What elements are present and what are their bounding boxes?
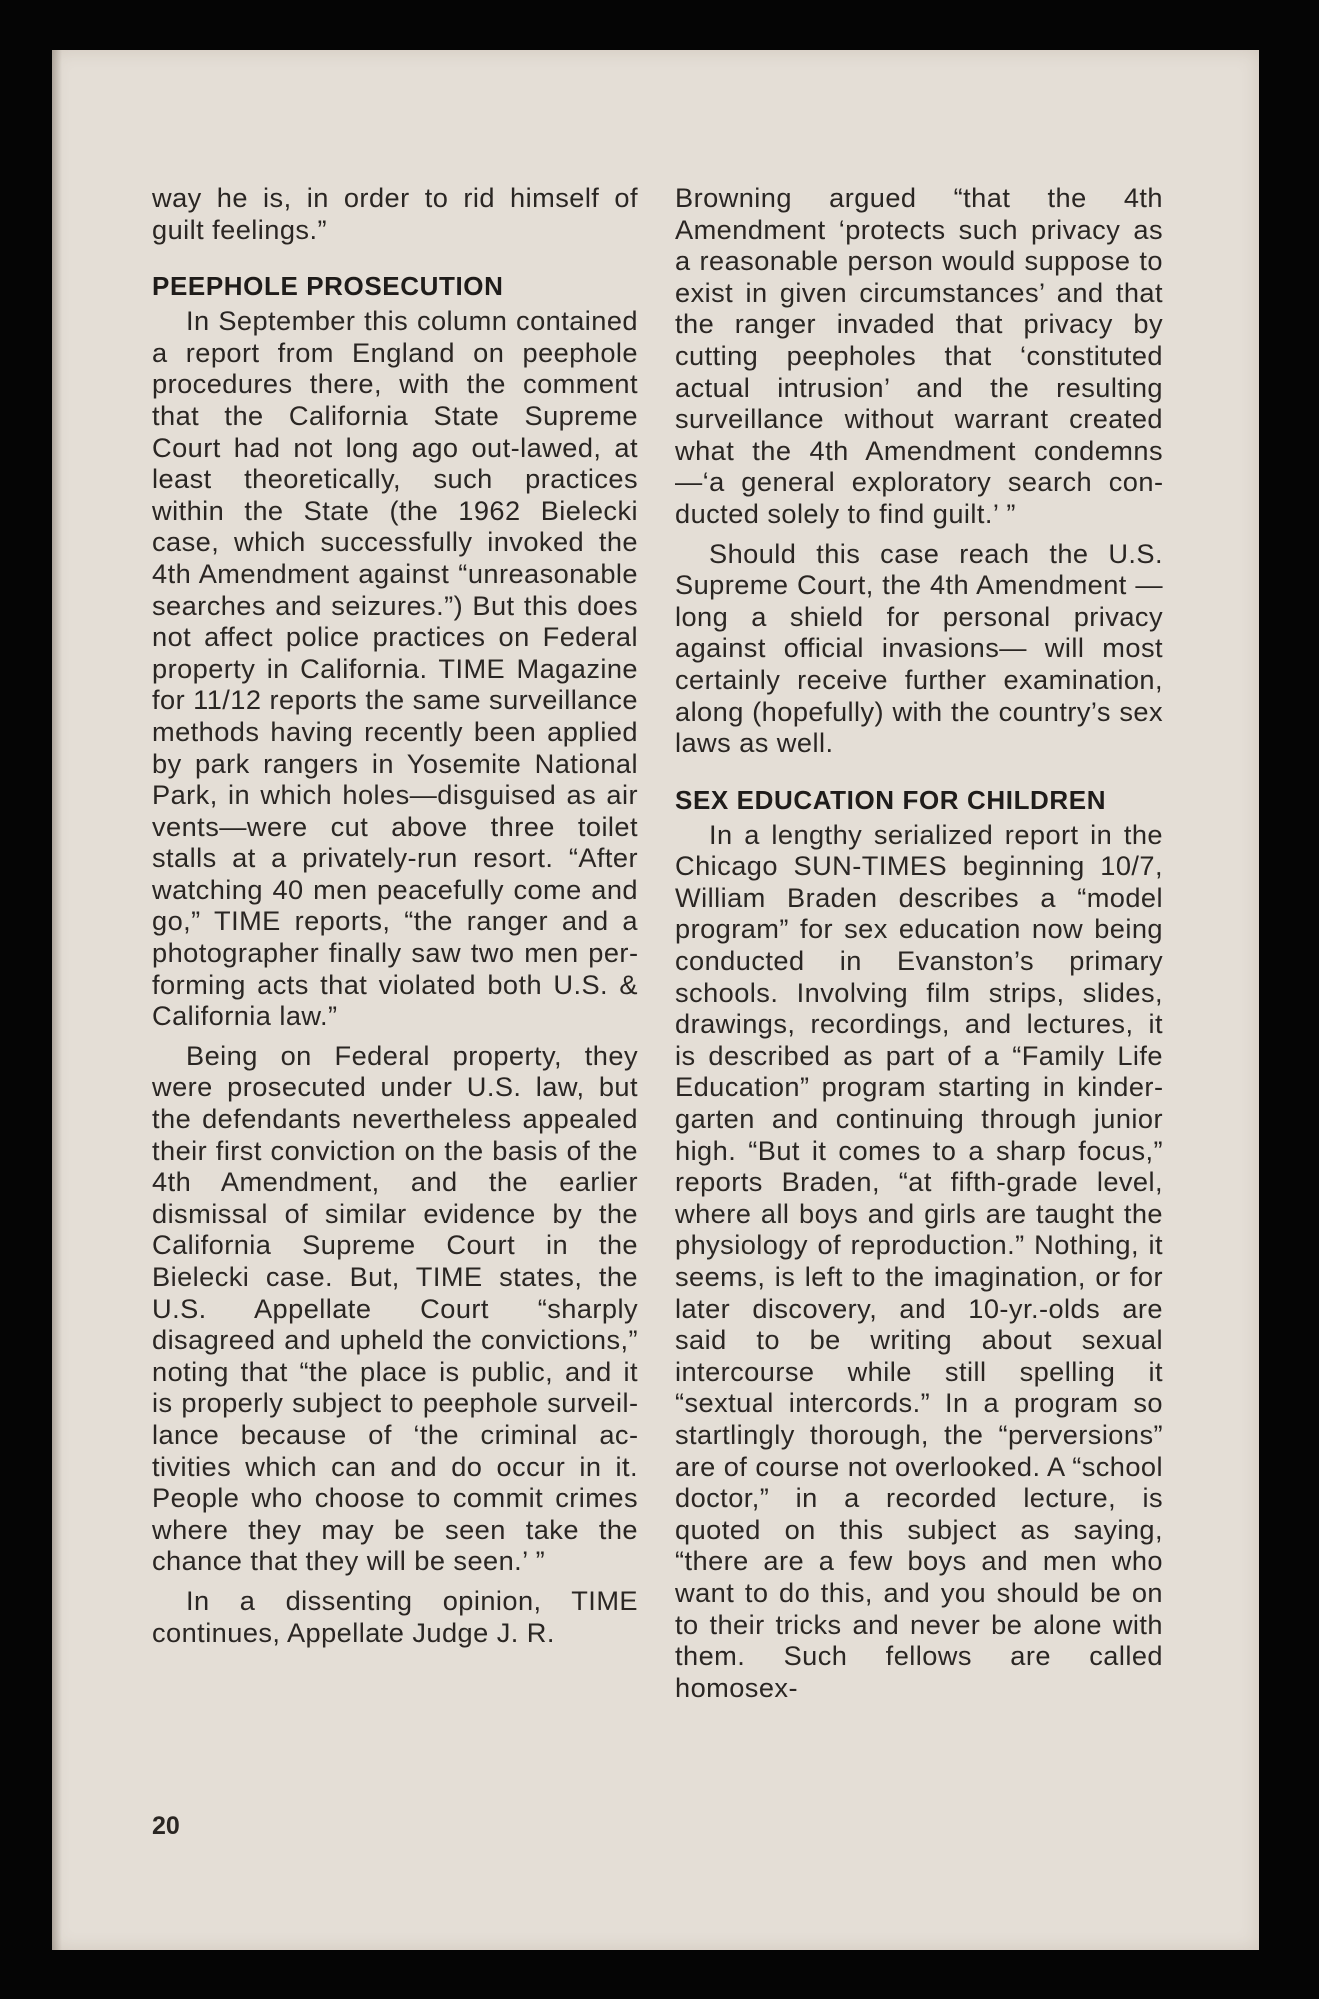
magazine-page bbox=[52, 50, 1259, 1950]
paragraph: Should this case reach the U.S. Supreme Court, the 4th Amendment —long a shield for personal privacy against official invasions— will most certainly receive further examination, along (hopefully) with the country’s sex laws as well. bbox=[675, 537, 1163, 759]
paragraph: In a dissenting opinion, TIME continues, Appellate Judge J. R. bbox=[152, 1584, 638, 1648]
right-column bbox=[675, 182, 1163, 1703]
paragraph: Being on Federal property, they were prosecuted under U.S. law, but the defendants nevertheless appealed their first conviction on the basis of the 4th Amendment, and the earlier dismissal of similar evidence by the California Supreme Court in the Bielecki case. But, TIME states, the U.S. Appellate Court “sharply disagreed and upheld the convictions,” noting that “the place is public, and it is properly subject to peephole surveillance because of ‘the criminal activities which can and do occur in it. People who choose to commit crimes where they may be seen take the chance that they will be seen.’ ” bbox=[152, 1039, 638, 1577]
page-number: 20 bbox=[152, 1812, 180, 1840]
continuation-text: way he is, in order to rid himself of guilt feelings.” bbox=[152, 182, 638, 245]
section-heading-peephole-prosecution: PEEPHOLE PROSECUTION bbox=[152, 271, 504, 302]
paragraph: In a lengthy serialized report in the Chicago SUN-TIMES beginning 10/7, William Braden describes a “model program” for sex education now being conducted in Evanston’s primary schools. Involving film strips, slides, drawings, recordings, and lectures, it is described as part of a “Family Life Education” program starting in kindergarten and continuing through junior high. “But it comes to a sharp focus,” reports Braden, “at fifth-grade level, where all boys and girls are taught the physiology of reproduction.” Nothing, it seems, is left to the imagination, or for later discovery, and 10-yr.-olds are said to be writing about sexual intercourse while still spelling it “sextual intercords.” In a program so startlingly thorough, the “perversions” are of course not overlooked. A “school doctor,” in a recorded lecture, is quoted on this subject as saying, “there are a few boys and men who want to do this, and you should be on to their tricks and never be alone with them. Such fellows are called homosex- bbox=[675, 818, 1163, 1703]
left-column bbox=[152, 182, 638, 1648]
section-heading-sex-education: SEX EDUCATION FOR CHILDREN bbox=[675, 784, 1107, 815]
paragraph: Browning argued “that the 4th Amendment ‘protects such privacy as a reasonable person would suppose to exist in given circumstances’ and that the ranger invaded that privacy by cutting peepholes that ‘constituted actual intrusion’ and the resulting surveillance without warrant created what the 4th Amendment condemns—‘a general exploratory search conducted solely to find guilt.’ ” bbox=[675, 182, 1163, 529]
paragraph: In September this column contained a report from England on peephole procedures there, with the comment that the California State Supreme Court had not long ago out-lawed, at least theoretically, such practices within the State (the 1962 Bielecki case, which successfully invoked the 4th Amendment against “unreasonable searches and seizures.”) But this does not affect police practices on Federal property in California. TIME Magazine for 11/12 reports the same surveillance methods having recently been applied by park rangers in Yosemite National Park, in which holes—disguised as air vents—were cut above three toilet stalls at a privately-run resort. “After watching 40 men peacefully come and go,” TIME reports, “the ranger and a photographer finally saw two men performing acts that violated both U.S. & California law.” bbox=[152, 305, 638, 1032]
